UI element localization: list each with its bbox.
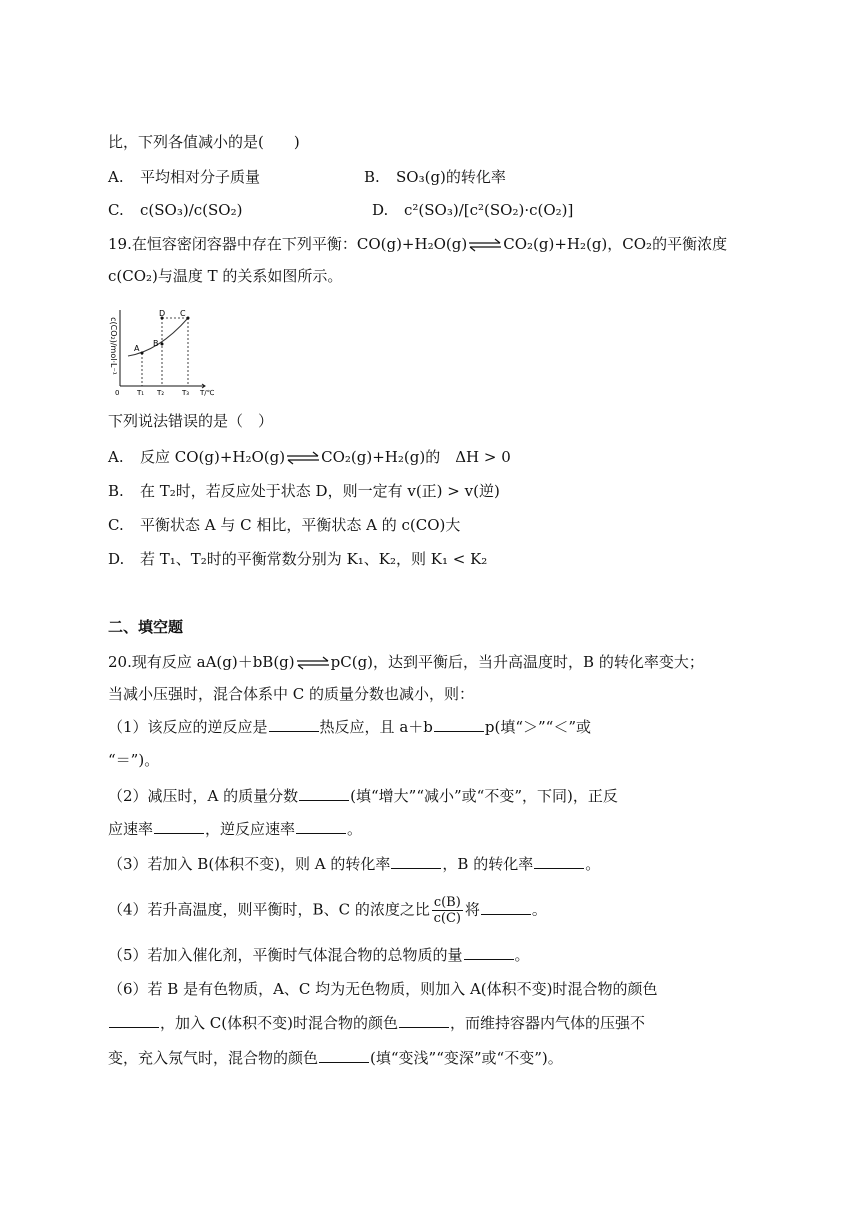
fig-origin: 0 xyxy=(115,389,120,397)
option-text: c(SO₃)/c(SO₂) xyxy=(140,201,243,219)
q19-figure xyxy=(104,306,224,398)
text: 热反应，且 a＋b xyxy=(319,718,433,736)
option-label: A. xyxy=(108,448,124,466)
answer-blank[interactable] xyxy=(269,717,319,732)
text: 。 xyxy=(514,946,530,964)
fig-point-a: A xyxy=(134,344,140,353)
q19-stem-line2: c(CO₂)与温度 T 的关系如图所示。 xyxy=(108,267,343,285)
equilibrium-arrow-icon xyxy=(286,451,320,465)
q18-stem-end: 比，下列各值减小的是( ) xyxy=(108,133,300,151)
answer-blank[interactable] xyxy=(109,1013,159,1028)
option-label: B. xyxy=(108,482,124,500)
q20-sub6: （6）若 B 是有色物质，A、C 均为无色物质，则加入 A(体积不变)时混合物的颜色 xyxy=(108,980,658,998)
option-label: B. xyxy=(364,168,380,186)
answer-blank[interactable] xyxy=(154,819,204,834)
option-text: c²(SO₃)/[c²(SO₂)·c(O₂)] xyxy=(404,201,574,219)
option-label: C. xyxy=(108,201,124,219)
q19-stem-line1 xyxy=(108,233,727,255)
fig-tick-t1: T₁ xyxy=(137,389,145,397)
section-heading: 二、填空题 xyxy=(108,618,184,636)
q19-option-c xyxy=(108,514,460,536)
fig-tick-t2: T₂ xyxy=(157,389,165,397)
text: ，B 的转化率 xyxy=(442,855,534,873)
q20-sub6-cont2 xyxy=(108,1047,563,1069)
q20-line2: 当减小压强时，混合体系中 C 的质量分数也减小，则： xyxy=(108,685,475,703)
fig-tick-t3: T₃ xyxy=(182,389,190,397)
text: 。 xyxy=(347,820,363,838)
text: 。 xyxy=(531,900,547,919)
fig-point-b: B xyxy=(153,339,159,348)
concentration-ratio-fraction xyxy=(432,895,463,926)
answer-blank[interactable] xyxy=(534,854,584,869)
text: 。 xyxy=(585,855,601,873)
answer-blank[interactable] xyxy=(391,854,441,869)
text: ，加入 C(体积不变)时混合物的颜色 xyxy=(160,1014,398,1032)
q20-sub2-cont xyxy=(108,818,362,840)
text: p(填“＞”“＜”或 xyxy=(484,718,592,736)
option-text: 平衡状态 A 与 C 相比，平衡状态 A 的 c(CO)大 xyxy=(140,516,461,534)
q20-line1 xyxy=(108,651,704,673)
fig-x-label: T/℃ xyxy=(200,389,215,397)
q20-line1-post: pC(g)，达到平衡后，当升高温度时，B 的转化率变大； xyxy=(330,653,704,671)
answer-blank[interactable] xyxy=(481,900,531,915)
q18-option-d xyxy=(372,199,573,221)
q18-option-a xyxy=(108,166,260,188)
q20-sub5 xyxy=(108,944,530,966)
fig-y-label: c(CO₂)/mol·L⁻¹ xyxy=(109,317,118,375)
option-text-pre: 反应 CO(g)+H₂O(g) xyxy=(140,448,286,466)
text: （4）若升高温度，则平衡时，B、C 的浓度之比 xyxy=(108,900,430,919)
option-text: SO₃(g)的转化率 xyxy=(396,168,506,186)
q20-sub6-cont1 xyxy=(108,1012,645,1034)
text: （3）若加入 B(体积不变)，则 A 的转化率 xyxy=(108,855,391,873)
option-label: D. xyxy=(108,550,125,568)
option-label: D. xyxy=(372,201,389,219)
option-text-post: CO₂(g)+H₂(g)的 ΔH > 0 xyxy=(321,448,511,466)
text: 应速率 xyxy=(108,820,154,838)
text: （2）减压时，A 的质量分数 xyxy=(108,787,299,805)
q19-option-a xyxy=(108,446,511,468)
answer-blank[interactable] xyxy=(434,717,484,732)
answer-blank[interactable] xyxy=(319,1048,369,1063)
answer-blank[interactable] xyxy=(299,786,349,801)
q19-option-b xyxy=(108,480,500,502)
q19-stem-post: CO₂(g)+H₂(g)，CO₂的平衡浓度 xyxy=(503,235,728,253)
q18-option-b xyxy=(364,166,506,188)
text: (填“变浅”“变深”或“不变”)。 xyxy=(370,1049,563,1067)
text: （1）该反应的逆反应是 xyxy=(108,718,268,736)
answer-blank[interactable] xyxy=(464,945,514,960)
q20-sub1-cont: “＝”)。 xyxy=(108,751,160,769)
q18-option-c xyxy=(108,199,242,221)
q19-prompt: 下列说法错误的是（ ） xyxy=(108,412,274,430)
option-label: A. xyxy=(108,168,124,186)
answer-blank[interactable] xyxy=(399,1013,449,1028)
option-text: 在 T₂时，若反应处于状态 D，则一定有 v(正) > v(逆) xyxy=(140,482,500,500)
fraction-numerator: c(B) xyxy=(433,895,461,910)
text: （5）若加入催化剂，平衡时气体混合物的总物质的量 xyxy=(108,946,463,964)
q19-stem-pre: 19.在恒容密闭容器中存在下列平衡：CO(g)+H₂O(g) xyxy=(108,235,468,253)
q20-sub4 xyxy=(108,895,547,926)
answer-blank[interactable] xyxy=(296,819,346,834)
q20-sub3 xyxy=(108,853,600,875)
option-text: 若 T₁、T₂时的平衡常数分别为 K₁、K₂，则 K₁ < K₂ xyxy=(140,550,488,568)
text: 变，充入氖气时，混合物的颜色 xyxy=(108,1049,319,1067)
equilibrium-arrow-icon xyxy=(296,656,330,670)
text: ，而维持容器内气体的压强不 xyxy=(449,1014,645,1032)
text: (填“增大”“减小”或“不变”，下同)，正反 xyxy=(350,787,618,805)
equilibrium-arrow-icon xyxy=(468,238,502,252)
q20-sub1 xyxy=(108,716,591,738)
text: ，逆反应速率 xyxy=(205,820,296,838)
q19-option-d xyxy=(108,548,487,570)
option-label: C. xyxy=(108,516,124,534)
q20-sub2 xyxy=(108,785,618,807)
option-text: 平均相对分子质量 xyxy=(140,168,261,186)
q20-line1-pre: 20.现有反应 aA(g)＋bB(g) xyxy=(108,653,295,671)
fraction-denominator: c(C) xyxy=(433,911,461,926)
fig-point-c: C xyxy=(180,309,186,318)
text: 将 xyxy=(464,900,480,919)
fig-point-d: D xyxy=(159,309,166,318)
